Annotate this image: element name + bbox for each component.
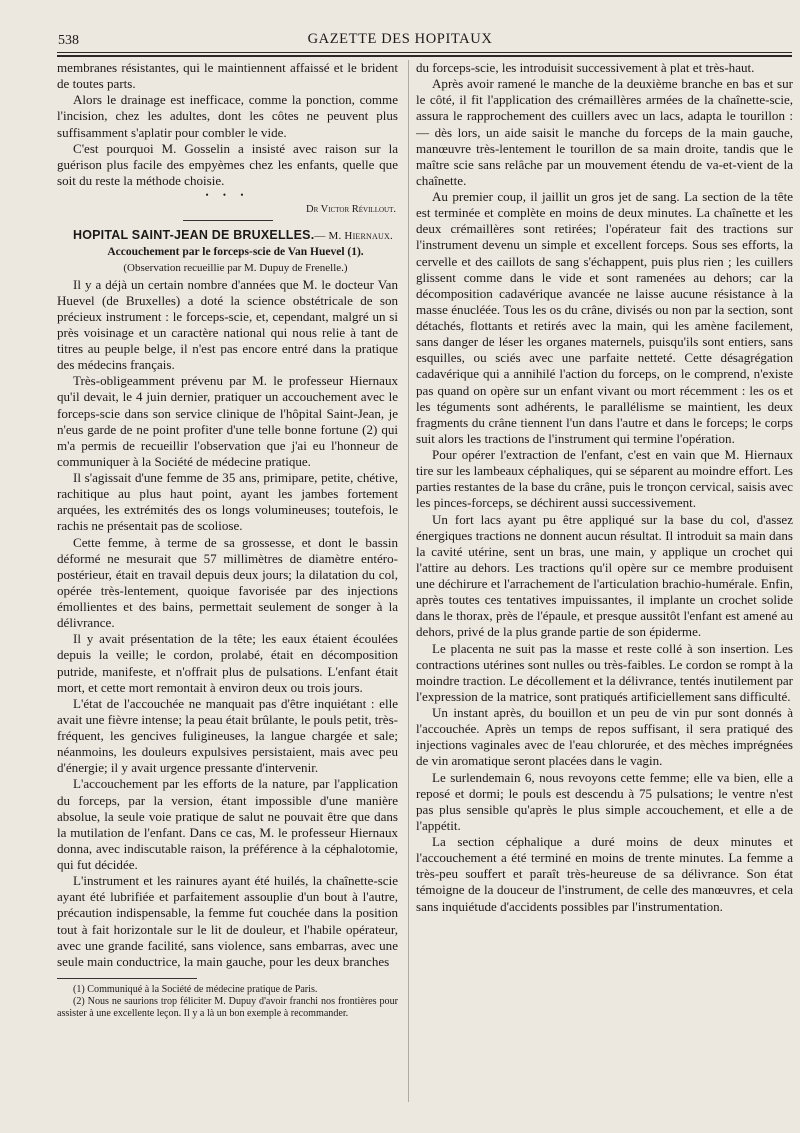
section-separator xyxy=(183,220,273,221)
observation-credit: (Observation recueillie par M. Dupuy de Frenelle.) xyxy=(123,262,348,275)
journal-title: GAZETTE DES HOPITAUX xyxy=(307,31,493,47)
paragraph: Il y avait présentation de la tête; les eaux étaient écoulées depuis la veille; le cordon, prolabé, était en décomposition putride, manifeste, et n'offrait plus de pulsations. L'enfant était mort, et cette mort remontait à environ deux ou trois jours. xyxy=(57,631,398,695)
paragraph: Le surlendemain 6, nous revoyons cette femme; elle va bien, elle a reposé et dormi; le pouls est descendu à 75 pulsations; le ventre n'est pas plus sensible qu'après le plus simple accouchement, et elle a de l'appétit. xyxy=(416,769,793,833)
footnote: (2) Nous ne saurions trop féliciter M. Dupuy d'avoir franchi nos frontières pour assister à une excellente leçon. Il y a là un bon exemple à recommander. xyxy=(57,995,398,1019)
paragraph: C'est pourquoi M. Gosselin a insisté avec raison sur la guérison plus facile des empyèmes chez les enfants, quelle que soit du reste la méthode choisie. xyxy=(57,140,398,188)
header-rule-thick xyxy=(57,55,792,57)
paragraph: Le placenta ne suit pas la masse et reste collé à son insertion. Les contractions utérines sont nulles ou très-faibles. Le cordon se rompt à la moindre traction. Le décollement et la délivrance, tentés inutilement par l'expression de la matrice, sont pratiqués artificiellement sans difficulté. xyxy=(416,640,793,704)
section-heading-title: HOPITAL SAINT-JEAN DE BRUXELLES. xyxy=(73,228,315,243)
page-number: 538 xyxy=(58,33,79,48)
ornament-dots: • • • xyxy=(205,190,250,200)
paragraph: du forceps-scie, les introduisit successivement à plat et très-haut. xyxy=(416,60,755,75)
paragraph: Au premier coup, il jaillit un gros jet de sang. La section de la tête est terminée et complète en moins de deux minutes. La chaînette et les deux crémaillères sont retirées; l'opérateur fait des tractions sur l'instrument devenu un simple et excellent forceps. Sous ses efforts, la cervelle et des caillots de sang s'échappent, puis plus rien ; les cuillers glissent comme dans le vide et sont ramenées au dehors; car la décomposition cadavérique avancée ne laisse aucune résistance à la masse énucléée. Tous les os du crâne, divisés ou non par la section, sont détachés, flottants et retirés avec la main, qui les amène facilement, sans danger de léser les organes maternels, puisqu'ils sont entiers, sans esquilles, ou sciés avec une parfaite netteté. Cette désagrégation cadavérique qui a annihilé l'action du forceps, on le comprend, n'existe pas quand on opère sur un enfant vivant ou mort récemment : les os et les téguments sont adhérents, le parallélisme se maintient, les deux fragments du crâne tiennent l'un dans l'autre et dans le forceps; le corps suit alors les tractions de l'instrument qui termine l'opération. xyxy=(416,189,793,446)
paragraph: Il y a déjà un certain nombre d'années que M. le docteur Van Huevel (de Bruxelles) a doté la science obstétricale de son précieux instrument : le forceps-scie, et, cependant, malgré un si près voisinage et un caractère national qui nous relie à tant de titres au peuple belge, il n'est pas encore entré dans la pratique des médecins français. xyxy=(57,276,398,373)
author-signature: Dr Victor Révillout. xyxy=(306,204,396,215)
paragraph: Cette femme, à terme de sa grossesse, et dont le bassin déformé ne mesurait que 57 millimètres de diamètre entéro-postérieur, était en travail depuis deux jours; la dilatation du col, opérée très-lentement, quoique favorisée par des injections émollientes et des bains, permettait seulement de songer à la délivrance. xyxy=(57,534,398,631)
paragraph: Après avoir ramené le manche de la deuxième branche en bas et sur le côté, il fit l'application des crémaillères armées de la chaînette-scie, assura le rapprochement des cuillers avec un lacs, adapta le tourillon : — dès lors, un aide saisit le manche du forceps de la main gauche, manœuvre très-lentement le tourillon de sa main droite, tandis que le maître scie sans relâche par un mouvement étendu de va-et-vient de la chaînette. xyxy=(416,76,793,188)
footnote: (1) Communiqué à la Société de médecine pratique de Paris. xyxy=(73,983,318,995)
paragraph: Un fort lacs ayant pu être appliqué sur la base du col, d'assez énergiques tractions ne donnent aucun résultat. Il introduit sa main dans la cavité utérine, sent un bras, une main, y applique un crochet qui l'attire au dehors. Les tractions qu'il opère sur ce membre produisent une déchirure et l'arrachement de l'articulation brachio-humérale. Enfin, après toutes ces tentatives impuissantes, il implante un crochet solide dans le thorax, près de l'épaule, et presque aussitôt l'enfant est amené au dehors, privé de la plus grande partie de son épiderme. xyxy=(416,511,793,640)
paragraph: Il s'agissait d'une femme de 35 ans, primipare, petite, chétive, rachitique au plus haut point, ayant les jambes fortement arquées, les extrémités des os longs volumineuses; toutefois, le rachis ne présentait pas de scoliose. xyxy=(57,470,398,534)
paragraph: L'accouchement par les efforts de la nature, par l'application du forceps, par la version, étant impossible d'une manière absolue, la seule voie pratique de salut ne pouvait être que dans la mutilation de l'enfant. Dans ce cas, M. le professeur Hiernaux donna, avec indiscutable raison, la préférence à la céphalotomie, qui fut décidée. xyxy=(57,776,398,872)
paragraph: Un instant après, du bouillon et un peu de vin pur sont donnés à l'accouchée. Après un temps de repos suffisant, il sera pratiqué des injections vaginales avec de l'eau chlorurée, et des mèches imprégnées de vin aromatique seront placées dans le vagin. xyxy=(416,705,793,769)
paragraph: Pour opérer l'extraction de l'enfant, c'est en vain que M. Hiernaux tire sur les lambeaux céphaliques, qui se séparent au moindre effort. Les parties restantes de la base du crâne, puis le tronçon cervical, saisis avec les pinces-forceps, se déchirent aussi successivement. xyxy=(416,447,793,511)
section-heading xyxy=(57,227,398,244)
column-separator xyxy=(408,60,409,1102)
article-subheading: Accouchement par le forceps-scie de Van Huevel (1). xyxy=(107,246,364,259)
paragraph: L'état de l'accouchée ne manquait pas d'être inquiétant : elle avait une fièvre intense; la peau était brûlante, le pouls petit, très-fréquent, les gencives fuligineuses, la langue chargée et sale; néanmoins, les douleurs expulsives persistaient, mais avec peu d'énergie; il y avait urgence pressante d'intervenir. xyxy=(57,695,398,776)
paragraph: La section céphalique a duré moins de deux minutes et l'accouchement a été terminé en moins de trente minutes. La femme a très-peu souffert et paraît très-heureuse de sa délivrance. Son état témoigne de la douceur de l'instrument, de celle des manœuvres, et cela sans inquiétude d'accidents possibles par l'instrumentation. xyxy=(416,834,793,914)
left-column xyxy=(57,60,398,1020)
right-column xyxy=(416,60,793,915)
header-rule xyxy=(57,52,792,53)
paragraph: membranes résistantes, qui le maintiennent affaissé et le brident de toutes parts. xyxy=(57,60,398,92)
paragraph: Très-obligeamment prévenu par M. le professeur Hiernaux qu'il devait, le 4 juin dernier, pratiquer un accouchement avec le forceps-scie dans son service clinique de l'hôpital Saint-Jean, je n'eus garde de ne point profiter d'une telle bonne fortune (2) qui m'a permis de recueillir l'observation que j'ai eu l'honneur de communiquer à la Société de médecine pratique. xyxy=(57,373,398,469)
paragraph: L'instrument et les rainures ayant été huilés, la chaînette-scie ayant été lubrifiée et parfaitement assouplie d'un bout à l'autre, précaution indispensable, la femme fut couchée dans la position tout à fait horizontale sur le lit de douleur, et l'habile opérateur, avec une grande facilité, sans violence, sans embarras, avec une seule main conductrice, la main gauche, pour les deux branches xyxy=(57,873,398,969)
section-heading-author: — M. Hiernaux. xyxy=(314,230,393,243)
footnote-rule xyxy=(57,978,197,979)
paragraph: Alors le drainage est inefficace, comme la ponction, comme l'incision, chez les adultes, dont les côtes ne peuvent plus suffisamment s'aplatir pour combler le vide. xyxy=(57,92,398,140)
